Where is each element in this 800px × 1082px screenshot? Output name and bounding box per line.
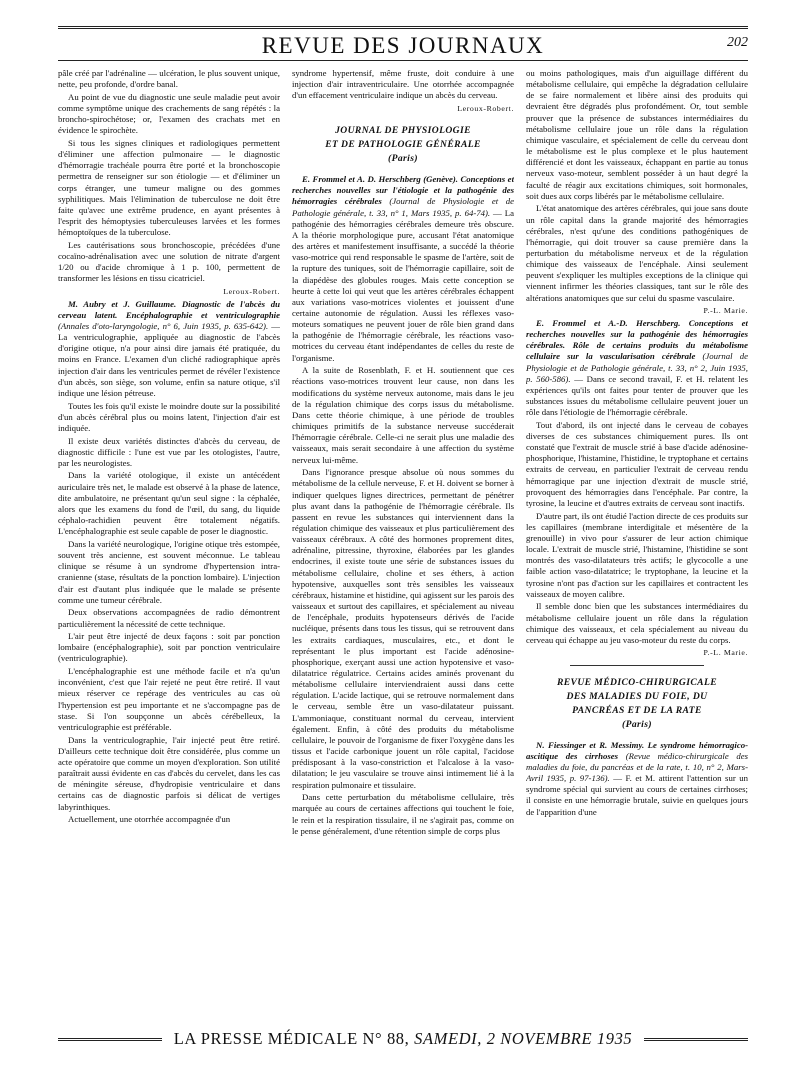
journal-section-heading xyxy=(292,124,514,166)
article-body: — La ventriculographie, appliquée au diagnostic de l'abcès d'origine otique, n'a pour ainsi dire jamais été pratiquée, du moins en France. L'examen d'un cliché radiographique après injection d'air dans les ventricules permet de révéler l'existence d'un abcès, son siège, son volume, enfin sa nature otique, s'il indique une lésion pétreuse. xyxy=(58,320,280,398)
article-entry xyxy=(526,740,748,818)
article-body: — La pathogénie des hémorragies cérébrales demeure très obscure. A la théorie morphologique pure, accusant l'état anatomique des artères et manifestement insuffisante, a succédé la théorie vaso-motrice qui rend responsable le spasme de l'artère, soit de la rupture des tuniques, soit de l'hémorragie capillaire, soit de la diapédèse des globules rouges. Mais cette conception se heurte à cette loi qui veut que les artères cérébrales échappent aux variations vaso-motrices violentes et jouissent d'une certaine autonomie de régulation. Aussi les réflexes vaso-moteurs somatiques ne peuvent jouer de rôle bien grand dans la pathogénie de l'hémorragie cérébrale, les réactions vaso-motrices du cerveau étant indépendantes de celles du reste de l'organisme. xyxy=(292,207,514,363)
paragraph: A la suite de Rosenblath, F. et H. soutiennent que ces réactions vaso-motrices trouvent leur cause, non dans les modifications du système nerveux autonome, mais dans le jeu de la régulation chimique des corps issus du métabolisme. Dans cette théorie chimique, à une période de troubles chimiques primitifs de la substance nerveuse succéderait l'hémorragie cérébrale. Celle-ci ne serait plus une maladie des vaisseaux, mais serait secondaire à une affection du système nerveux lui-même. xyxy=(292,365,514,465)
paragraph: ou moins pathologiques, mais d'un aiguillage différent du métabolisme cellulaire, qui empêche la dégradation cellulaire de se faire normalement et libère ainsi des produits qui devraient être dégradés plus profondément. Or, tout semble prouver que la présence de substances intermédiaires du métabolisme cellulaire joue un rôle dans la régulation chimique vasculaire, et spécialement de celle du cerveau dont le métabolisme est le plus complexe et le plus hautement différencié et dont les vaisseaux, échappant en partie au tonus nerveux vaso-moteur, semblent posséder à un haut degré la faculté de réagir aux excitations chimiques, soit hormonales, soit dues aux corps libérés par le métabolisme cellulaire. xyxy=(526,68,748,201)
footer-journal-name: LA PRESSE MÉDICALE xyxy=(173,1029,363,1048)
paragraph: syndrome hypertensif, même fruste, doit conduire à une injection d'air intraventriculaire. Une otorrhée accompagnée d'un effacement ventriculaire indique un abcès du cerveau. xyxy=(292,68,514,101)
paragraph: Dans cette perturbation du métabolisme cellulaire, très marquée au cours de certaines affections qui touchent le foie, le rein et la respiration tissulaire, il ne s'agirait pas, comme on le pense généralement, d'une rétention simple de corps plus xyxy=(292,792,514,836)
paragraph: Deux observations accompagnées de radio démontrent particulièrement la nécessité de cette technique. xyxy=(58,607,280,629)
column-2 xyxy=(292,68,514,1023)
paragraph: Il existe deux variétés distinctes d'abcès du cerveau, de diagnostic difficile : l'une est vue par les otologistes, l'autre, par les neurologistes. xyxy=(58,435,280,468)
paragraph: pâle créé par l'adrénaline — ulcération, le plus souvent unique, nette, peu profonde, d'ordre banal. xyxy=(58,68,280,90)
page-number: 202 xyxy=(727,35,748,50)
paragraph: Tout d'abord, ils ont injecté dans le cerveau de cobayes diverses de ces substances chimiquement pures. Ils ont constaté que l'extrait de muscle strié à base d'acide adénosine-phosphorique, l'histamine, l'histidine, le tryptophane et certains extraits de cerveau, en particulier l'extrait de cerveau rendu hémorragique par une injection d'extrait de muscle strié, provoquent des hémorragies dans l'encéphale. Par contre, la tyrosine, la leucine et d'autres extraits de cerveau sont inactifs. xyxy=(526,419,748,508)
author-signature: Leroux-Robert. xyxy=(223,286,280,296)
journal-name-line: DES MALADIES DU FOIE, DU xyxy=(566,690,708,702)
paragraph: Actuellement, une otorrhée accompagnée d'un xyxy=(68,814,231,825)
section-divider xyxy=(570,665,703,666)
paragraph: Il semble donc bien que les substances intermédiaires du métabolisme cellulaire jouent un rôle dans la régulation chimique des vaisseaux, et cela spécialement au niveau du cerveau qui échappe au jeu vaso-moteur du reste du corps. xyxy=(526,601,748,645)
journal-name-line: ET DE PATHOLOGIE GÉNÉRALE xyxy=(325,139,481,151)
article-heading: N. Fiessinger et R. Messimy. Le syndrome hémorragico-ascitique des cirrhoses xyxy=(526,739,748,761)
paragraph: Les cautérisations sous bronchoscopie, précédées d'une cocaïno-adrénalisation avec une solution de nitrate d'argent 1/20 ou d'acide chromique à 1 p. 100, permettent de transformer les lésions en tissu cicatriciel. xyxy=(58,239,280,284)
page-header-title: REVUE DES JOURNAUX xyxy=(261,33,545,58)
journal-city: (Paris) xyxy=(622,718,652,730)
author-signature: Leroux-Robert. xyxy=(457,103,514,113)
paragraph: L'encéphalographie est une méthode facile et n'a qu'un inconvénient, c'est que l'air rejeté ne peut être retiré. Il vaut mieux réserver ce repérage des ventricules au cas où l'hypertension est peu importante et ne s'accompagne pas de stase. Si l'on soupçonne un abcès cérébelleux, la ventriculographie est préférable. xyxy=(58,666,280,732)
article-source: (Journal de Physiologie et de Pathologie générale, t. 33, n° 1, Mars 1935, p. 64-74). xyxy=(292,196,514,218)
article-entry xyxy=(526,318,748,418)
journal-city: (Paris) xyxy=(388,153,418,165)
journal-name-line: JOURNAL DE PHYSIOLOGIE xyxy=(335,125,471,137)
footer-date: SAMEDI, 2 NOVEMBRE 1935 xyxy=(414,1029,633,1048)
article-body: — Dans ce second travail, F. et H. relatent les expériences qu'ils ont faites pour tenter de prouver que les substances issues du métabolisme cellulaire peuvent jouer un rôle dans l'étiologie de l'hémorragie cérébrale. xyxy=(526,373,748,418)
author-signature: P.-L. Marie. xyxy=(703,306,748,316)
article-heading: M. Aubry et J. Guillaume. Diagnostic de l'abcès du cerveau latent. Encéphalographie et ventriculographie xyxy=(58,298,280,320)
header-rule-top xyxy=(58,26,748,29)
author-signature: P.-L. Marie. xyxy=(703,648,748,658)
paragraph: L'état anatomique des artères cérébrales, qui joue sans doute un rôle capital dans la grande majorité des hémorragies cérébrales, n'est qu'une des conditions pathogéniques de l'hémorragie, qui doit trouver sa cause première dans la perturbation du métabolisme nerveux et de la régulation chimique des vaisseaux de l'encéphale. Ainsi seulement peuvent s'expliquer les multiples exceptions de la clinique qui viennent infirmer les théories classiques, tant sur le rôle des altérations anatomiques que sur celui du spasme vasculaire. xyxy=(526,203,748,303)
paragraph: Dans l'ignorance presque absolue où nous sommes du métabolisme de la cellule nerveuse, F. et H. doivent se borner à indiquer quelques lignes directrices, permettant de pénétrer plus avant dans la pathogénie de l'hémorragie cérébrale. Ils passent en revue les substances qui interviennent dans la régulation chimique des vaisseaux et plus particulièrement des vaisseaux cérébraux. A côté des hormones proprement dites, adrénaline, pitressine, thyroxine, élaborées par les glandes endocrines, il existe toute une série de substances issues du métabolisme cellulaire, choline et ses éthers, à action hypotensive, auxquelles sont très sensibles les vaisseaux cérébraux, histamine et histidine, qui agissent sur les parois des vaisseaux et surtout des capillaires, et spécialement au niveau de l'encéphale, produits hypotenseurs dérivés de l'acide nucléique, présents dans tous les tissus, qui se retrouvent dans les extraits cardiaques, musculaires, etc., et dont le représentant le plus important est l'acide adénosine-phosphorique, exerçant aussi une action hypotensive et vaso-dilatatrice régulatrice. Certains acides aminés provenant du métabolisme cellulaire interviendraient aussi dans cette régulation. L'acide lactique, qui se retrouve normalement dans le cerveau, semble être un vaso-dilatateur puissant. L'ammoniaque, constituant normal du cerveau, intervient également. Enfin, à côté des produits du métabolisme cellulaire, le pouvoir de l'organisme de fixer l'oxygène dans les tissus et l'acide carbonique jouent un rôle capital, l'acidose prédisposant à la vaso-constriction et l'alcalose à la vaso-dilatation; le jeu vasculaire se trouve ainsi intimement lié à la respiration pulmonaire et tissulaire. xyxy=(292,467,514,790)
journal-name-line: PANCRÉAS ET DE LA RATE xyxy=(572,704,702,716)
article-source: (Revue médico-chirurgicale des maladies du foie, du pancréas et de la rate, t. 10, n° 2, Mars-Avril 1935, p. 97-136). xyxy=(526,750,748,784)
paragraph: Dans la ventriculographie, l'air injecté peut être retiré. D'ailleurs cette technique doit être considérée, plus comme un acte opératoire que comme un moyen d'exploration. Son utilité paraîtrait aussi évidente en cas d'abcès du cervelet, dans les cas de méningite séreuse, d'hydropisie ventriculaire et dans certains cas de diagnostic parfois si délicat de vertiges labyrinthiques. xyxy=(58,734,280,812)
header-rule-bottom xyxy=(58,60,748,61)
journal-section-heading xyxy=(526,676,748,732)
footer-text xyxy=(162,1029,645,1049)
footer-rule-left xyxy=(58,1038,162,1041)
paragraph: Toutes les fois qu'il existe le moindre doute sur la possibilité d'un abcès cérébral plus ou moins latent, l'injection d'air est indiquée. xyxy=(58,400,280,433)
article-entry xyxy=(58,299,280,399)
article-heading: E. Frommel et A.-D. Herschberg. Conceptions et recherches nouvelles sur la pathogénie des hémorragies cérébrales. Rôle de certains produits du métabolisme cellulaire sur la vascularisation cérébrale xyxy=(526,317,748,362)
article-entry xyxy=(292,174,514,364)
paragraph: Si tous les signes cliniques et radiologiques permettent d'éliminer une affection pulmonaire — le diagnostic d'hémorragie trachéale pourra être porté et la bronchoscopie permettra de renseigner sur son étiologie — et d'éliminer un corps étranger, une tumeur maligne ou des gommes syphilitiques. Mais l'élimination de tuberculose ne doit être faite qu'avec une extrême prudence, en ayant présentes à l'esprit des hémoptysies tuberculeuses larvées et les formes hémoptoïques de la tuberculose. xyxy=(58,137,280,238)
article-heading: E. Frommel et A. D. Herschberg (Genève). Conceptions et recherches nouvelles sur l'étiologie et la pathogénie des hémorragies cérébrales xyxy=(292,174,514,207)
article-source: (Journal de Physiologie et de Pathologie générale, t. 33, n° 2, Juin 1935, p. 560-586). xyxy=(526,351,748,384)
column-1 xyxy=(58,68,280,1023)
journal-name-line: REVUE MÉDICO-CHIRURGICALE xyxy=(556,676,718,688)
article-source: (Annales d'oto-laryngologie, n° 6, Juin 1935, p. 635-642). xyxy=(58,320,272,331)
text-columns xyxy=(58,68,748,1023)
paragraph: Au point de vue du diagnostic une seule maladie peut avoir comme symptôme unique des crachements de sang répétés : la broncho-spirochétose; or, l'examen des crachats met en évidence le spirochète. xyxy=(58,91,280,136)
paragraph: Dans la variété neurologique, l'origine otique très estompée, souvent très ancienne, est souvent méconnue. Le tableau clinique se résume à un syndrome d'hypertension intra-cranienne (stase, résultats de la ponction lombaire). L'injection d'air est d'autant plus indiquée que le malade se présente comme une tumeur cérébrale. xyxy=(58,538,280,605)
paragraph: D'autre part, ils ont étudié l'action directe de ces produits sur les capillaires (membrane interdigitale et mésentère de la grenouille) in vivo pour s'assurer de leur action chimique locale. L'extrait de muscle strié, l'histamine, l'histidine se sont montrés des vaso-dilatateurs très actifs; le glycocolle a une faible action vaso-dilatatrice; le tryptophane, la leucine et la tyrosine n'ont pas d'action sur les capillaires et contractent les vaisseaux de moyen calibre. xyxy=(526,510,748,599)
page-footer xyxy=(58,1029,748,1049)
article-body: — F. et M. attirent l'attention sur un syndrome spécial qui survient au cours de certaines cirrhoses; il consiste en une hémorragie brutale, suivie en quelques jours de l'apparition d'une xyxy=(526,773,748,817)
paragraph: Dans la variété otologique, il existe un antécédent auriculaire très net, le malade est observé à la phase de latence, dite ambulatoire, ne présentant qu'un seul signe : la céphalée, alors que les examens du fond de l'œil, du sang, du liquide céphalo-rachidien peuvent être totalement négatifs. L'encéphalographie est seule capable de poser le diagnostic. xyxy=(58,470,280,537)
paragraph: L'air peut être injecté de deux façons : soit par ponction lombaire (encéphalographie), soit par ponction ventriculaire (ventriculographie). xyxy=(58,631,280,664)
footer-issue-number: N° 88, xyxy=(362,1029,415,1048)
column-3 xyxy=(526,68,748,1023)
footer-rule-right xyxy=(644,1038,748,1041)
